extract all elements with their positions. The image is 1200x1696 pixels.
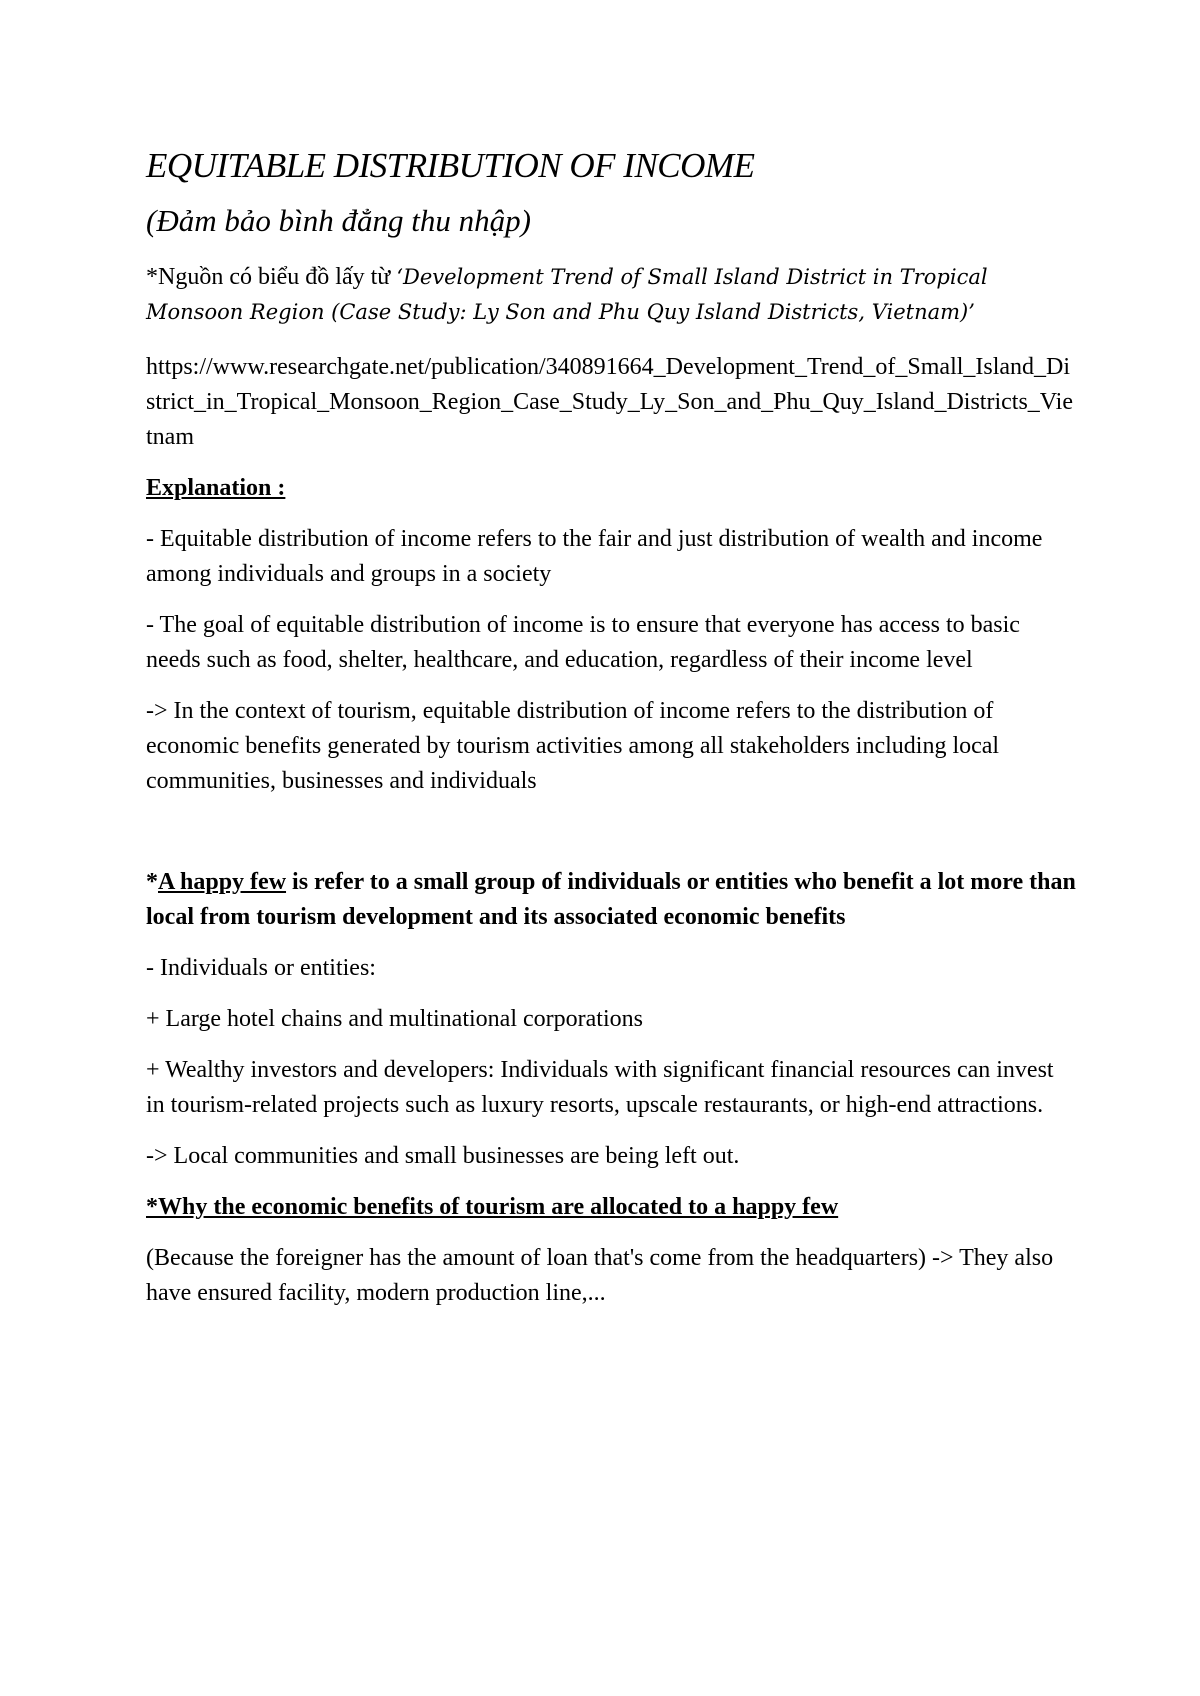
explanation-paragraph-3: -> In the context of tourism, equitable distribution of income refers to the distribution of economic benefits generated by tourism activities among all stakeholders including local communities, businesses and individuals: [146, 698, 1000, 794]
document-title: EQUITABLE DISTRIBUTION OF INCOME: [146, 146, 755, 185]
explanation-paragraph-2: - The goal of equitable distribution of income is to ensure that everyone has access to basic needs such as food, shelter, healthcare, and education, regardless of their income level: [146, 612, 1020, 673]
source-link: https://www.researchgate.net/publication/340891664_Development_Trend_of_Small_Island_District_in_Tropical_Monsoon_Region_Case_Study_Ly_Son_and_Phu_Quy_Island_Districts_Vietnam: [146, 354, 1073, 450]
happy-few-item-2: + Large hotel chains and multinational corporations: [146, 1006, 643, 1032]
source-note: [146, 260, 1076, 330]
explanation-paragraph-1: - Equitable distribution of income refers to the fair and just distribution of wealth and income among individuals and groups in a society: [146, 526, 1043, 587]
document-body: [146, 142, 1076, 1311]
document-subtitle: (Đảm bảo bình đẳng thu nhập): [146, 203, 531, 238]
happy-few-item-3: + Wealthy investors and developers: Individuals with significant financial resources can invest in tourism-related projects such as luxury resorts, upscale restaurants, or high-end attractions.: [146, 1057, 1054, 1118]
happy-few-item-1: - Individuals or entities:: [146, 955, 376, 981]
source-prefix: *Nguồn có biểu đồ lấy từ: [146, 264, 397, 290]
happy-few-definition: [146, 865, 1076, 935]
happy-few-term: A happy few: [158, 869, 287, 895]
source-citation: ‘Development Trend of Small Island District in Tropical Monsoon Region (Case Study: Ly Son and Phu Quy Island Districts, Vietnam)’: [146, 265, 988, 324]
section-spacer: [146, 799, 1076, 865]
why-heading: *Why the economic benefits of tourism are allocated to a happy few: [146, 1194, 839, 1220]
happy-few-definition-text: is refer to a small group of individuals or entities who benefit a lot more than local from tourism development and its associated economic benefits: [146, 869, 1076, 930]
explanation-heading: Explanation :: [146, 475, 286, 501]
happy-few-item-4: -> Local communities and small businesses are being left out.: [146, 1143, 740, 1169]
happy-few-star: *: [146, 869, 158, 895]
why-text: (Because the foreigner has the amount of loan that's come from the headquarters) -> They also have ensured facility, modern production line,...: [146, 1245, 1054, 1306]
